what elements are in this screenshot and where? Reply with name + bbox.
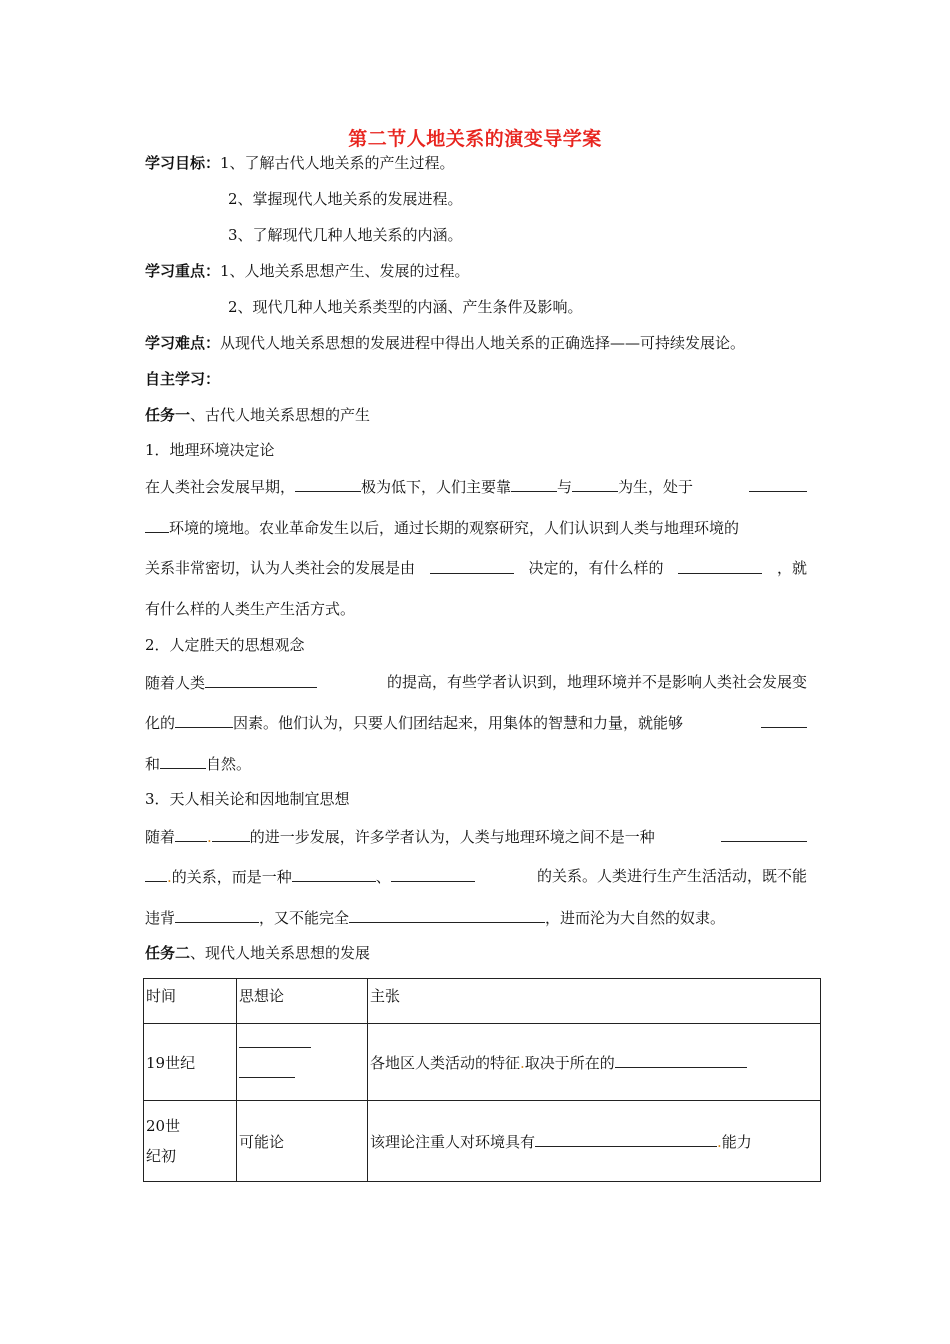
text-segment: 因素。他们认为，只要人们团结起来，用集体的智慧和力量，就能够 <box>233 714 684 732</box>
task2-title: 、现代人地关系思想的发展 <box>190 944 371 962</box>
paragraph-line <box>145 826 807 847</box>
text-segment: 为生，处于 <box>618 478 694 496</box>
theory-cell: 可能论 <box>237 1101 368 1182</box>
fill-blank[interactable] <box>535 1131 717 1147</box>
text-segment: 自然。 <box>206 755 252 773</box>
fill-blank[interactable] <box>212 826 250 842</box>
task2-heading <box>145 943 370 963</box>
paragraph-line: 有什么样的人类生产生活方式。 <box>145 600 356 618</box>
theory-cell <box>237 1024 368 1101</box>
time-cell: 20世 纪初 <box>144 1101 237 1182</box>
text-segment: 随着人类 <box>145 674 206 692</box>
text-segment: 该理论注重人对环境具有 <box>370 1132 536 1151</box>
fill-blank[interactable] <box>721 826 807 842</box>
text-segment: 极为低下，人们主要靠 <box>361 478 512 496</box>
section-heading: 1．地理环境决定论 <box>145 441 275 459</box>
text-segment: 取决于所在的 <box>524 1053 615 1072</box>
table-header-cell: 主张 <box>368 979 821 1024</box>
table-header-cell: 思想论 <box>237 979 368 1024</box>
objectives-line-1 <box>145 153 455 173</box>
fill-blank[interactable] <box>761 712 807 728</box>
key-point-item: 1、人地关系思想产生、发展的过程。 <box>220 262 470 280</box>
fill-blank[interactable] <box>239 1062 295 1078</box>
key-points-label: 学习重点： <box>145 262 221 280</box>
fill-blank[interactable] <box>572 476 618 492</box>
fill-blank[interactable] <box>391 866 475 882</box>
table-header-row <box>144 979 821 1024</box>
document-title: 第二节人地关系的演变导学案 <box>348 128 602 150</box>
claim-cell <box>368 1101 821 1182</box>
text-segment: 各地区人类活动的特征 <box>370 1053 521 1072</box>
task1-label: 任务一 <box>145 406 191 424</box>
fill-blank[interactable] <box>292 866 376 882</box>
text-segment: 决定的，有什么样的 <box>528 559 664 577</box>
fill-blank[interactable] <box>145 517 169 533</box>
paragraph-line <box>145 517 739 538</box>
paragraph-line <box>145 672 807 693</box>
fill-blank[interactable] <box>511 476 557 492</box>
task1-heading <box>145 405 370 425</box>
text-segment: 与 <box>557 478 573 496</box>
fill-blank[interactable] <box>175 712 233 728</box>
fill-blank[interactable] <box>678 558 762 574</box>
table-header-cell: 时间 <box>144 979 237 1024</box>
text-segment: 的关系，而是一种 <box>171 868 292 886</box>
fill-blank[interactable] <box>749 476 807 492</box>
highlight-mark: . <box>167 868 172 886</box>
highlight-mark: . <box>520 1053 525 1072</box>
text-segment: 能力 <box>721 1132 752 1151</box>
self-study-heading: 自主学习： <box>145 370 221 388</box>
fill-blank[interactable] <box>349 907 545 923</box>
objective-item: 1、了解古代人地关系的产生过程。 <box>220 154 455 172</box>
objective-item: 2、掌握现代人地关系的发展进程。 <box>228 190 463 208</box>
paragraph-line <box>145 866 807 887</box>
time-cell: 19世纪 <box>144 1024 237 1101</box>
text-segment: 、 <box>375 868 391 886</box>
fill-blank[interactable] <box>205 672 317 688</box>
fill-blank[interactable] <box>430 558 514 574</box>
key-point-item: 2、现代几种人地关系类型的内涵、产生条件及影响。 <box>228 298 583 316</box>
text-segment: 违背 <box>145 909 176 927</box>
fill-blank[interactable] <box>239 1032 311 1048</box>
text-segment: 和 <box>145 755 161 773</box>
text-segment: 在人类社会发展早期， <box>145 478 296 496</box>
difficulty-text: 从现代人地关系思想的发展进程中得出人地关系的正确选择——可持续发展论。 <box>220 334 746 352</box>
text-segment: ，又不能完全 <box>259 909 350 927</box>
text-segment: 化的 <box>145 714 176 732</box>
text-segment: 关系非常密切，认为人类社会的发展是由 <box>145 559 416 577</box>
fill-blank[interactable] <box>160 753 206 769</box>
fill-blank[interactable] <box>145 866 167 882</box>
fill-blank[interactable] <box>295 476 361 492</box>
table-row <box>144 1101 821 1182</box>
section-heading: 2．人定胜天的思想观念 <box>145 636 305 654</box>
table-row <box>144 1024 821 1101</box>
difficulty-line <box>145 333 745 353</box>
paragraph-line <box>145 753 251 774</box>
text-segment: ，就 <box>776 559 807 577</box>
highlight-mark: . <box>717 1132 722 1151</box>
text-segment: 的关系。人类进行生产生活活动，既不能 <box>536 867 807 885</box>
text-segment: 的提高，有些学者认识到，地理环境并不是影响人类社会发展变 <box>386 673 807 691</box>
text-segment: 的进一步发展，许多学者认为，人类与地理环境之间不是一种 <box>249 828 655 846</box>
fill-blank[interactable] <box>175 826 207 842</box>
text-segment: 环境的境地。农业革命发生以后，通过长期的观察研究，人们认识到人类与地理环境的 <box>169 519 740 537</box>
key-points-line-1 <box>145 261 470 281</box>
text-segment: ，进而沦为大自然的奴隶。 <box>545 909 726 927</box>
difficulty-label: 学习难点： <box>145 334 221 352</box>
objective-item: 3、了解现代几种人地关系的内涵。 <box>228 226 463 244</box>
task1-title: 、古代人地关系思想的产生 <box>190 406 371 424</box>
paragraph-line <box>145 907 725 928</box>
claim-cell <box>368 1024 821 1101</box>
fill-blank[interactable] <box>615 1052 747 1068</box>
fill-blank[interactable] <box>175 907 259 923</box>
text-segment: 随着 <box>145 828 176 846</box>
highlight-mark: . <box>207 828 212 846</box>
section-heading: 3．天人相关论和因地制宜思想 <box>145 790 350 808</box>
theory-table <box>143 978 821 1182</box>
task2-label: 任务二 <box>145 944 191 962</box>
paragraph-line <box>145 712 807 733</box>
paragraph-line <box>145 476 807 497</box>
paragraph-line <box>145 558 807 578</box>
objectives-label: 学习目标： <box>145 154 221 172</box>
